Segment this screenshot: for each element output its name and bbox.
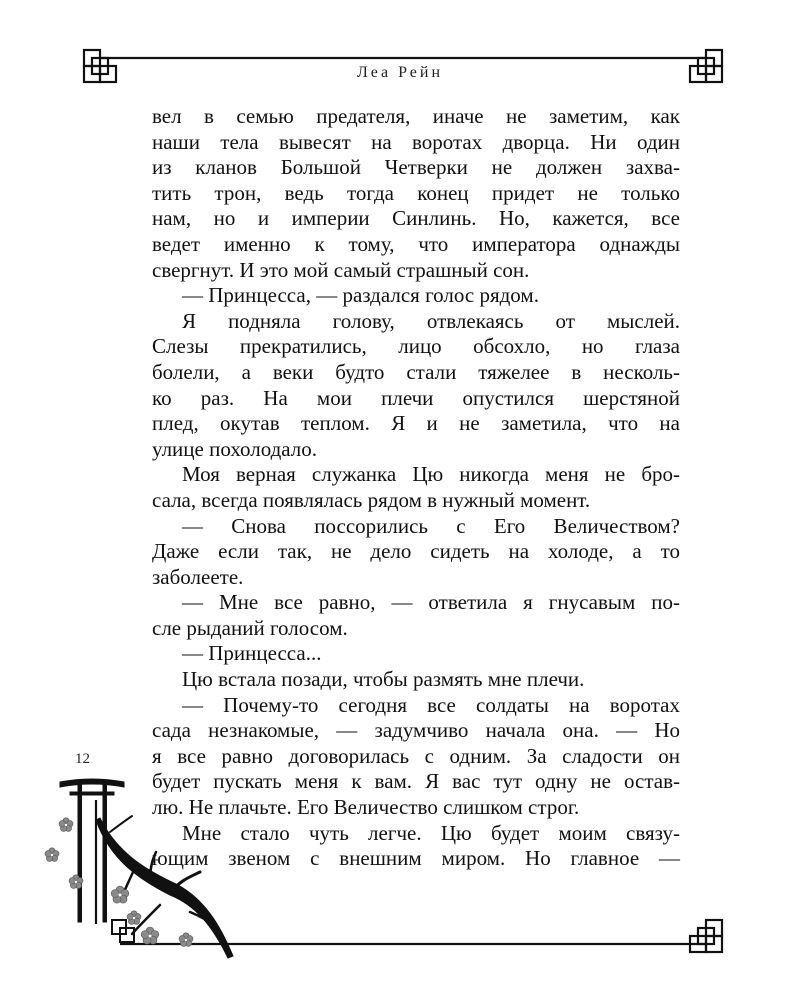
text-line: сада незнакомые, — задумчиво начала она. — Но (152, 718, 680, 743)
text-line: — Принцесса, — раздался голос рядом. (182, 283, 539, 308)
text-line: сле рыданий голосом. (152, 615, 348, 640)
text-line: болели, а веки будто стали тяжелее в несколь- (152, 359, 680, 384)
text-line: Мне стало чуть легче. Цю будет моим связу- (182, 820, 680, 845)
text-line: Даже если так, не дело сидеть на холоде, а то (152, 539, 680, 564)
text-line: улице похолодало. (152, 436, 318, 461)
text-line: я все равно договорилась с одним. За сладости он (152, 743, 680, 768)
text-line: — Мне все равно, — ответила я гнусавым по- (182, 590, 680, 615)
text-line: свергнут. И это мой самый страшный сон. (152, 257, 530, 282)
text-line: нам, но и империи Синлинь. Но, кажется, все (152, 206, 680, 231)
text-line: Слезы прекратились, лицо обсохло, но глаза (152, 334, 680, 359)
text-line: сала, всегда появлялась рядом в нужный момент. (152, 487, 591, 512)
text-line: — Принцесса... (182, 641, 322, 666)
text-line: Я подняла голову, отвлекаясь от мыслей. (182, 308, 680, 333)
text-line: — Почему-то сегодня все солдаты на воротах (182, 692, 680, 717)
text-line: плед, окутав теплом. Я и не заметила, что на (152, 411, 680, 436)
page-number: 12 (75, 751, 90, 767)
text-line: заболеете. (152, 564, 244, 589)
running-header-author: Леа Рейн (356, 64, 444, 81)
text-line: Цю встала позади, чтобы размять мне плечи. (182, 667, 585, 692)
text-line: тить трон, ведь тогда конец придет не только (152, 180, 680, 205)
body-text (152, 104, 680, 872)
text-line: Моя верная служанка Цю никогда меня не бро- (182, 462, 680, 487)
text-line: вел в семью предателя, иначе не заметим, как (152, 104, 680, 128)
text-line: лю. Не плачьте. Его Величество слишком строг. (152, 795, 580, 820)
text-line: наши тела вывесят на воротах дворца. Ни один (152, 129, 680, 154)
text-line: ведет именно к тому, что императора однажды (152, 231, 680, 256)
text-line: ющим звеном с внешним миром. Но главное — (152, 846, 680, 871)
text-line: из кланов Большой Четверки не должен захва- (152, 155, 680, 180)
text-line: ко раз. На мои плечи опустился шерстяной (152, 385, 680, 410)
text-line: — Снова поссорились с Его Величеством? (182, 513, 680, 538)
text-line: будет пускать меня к вам. Я вас тут одну не остав- (152, 769, 680, 794)
knot-ornament-bottom-right (690, 920, 722, 952)
